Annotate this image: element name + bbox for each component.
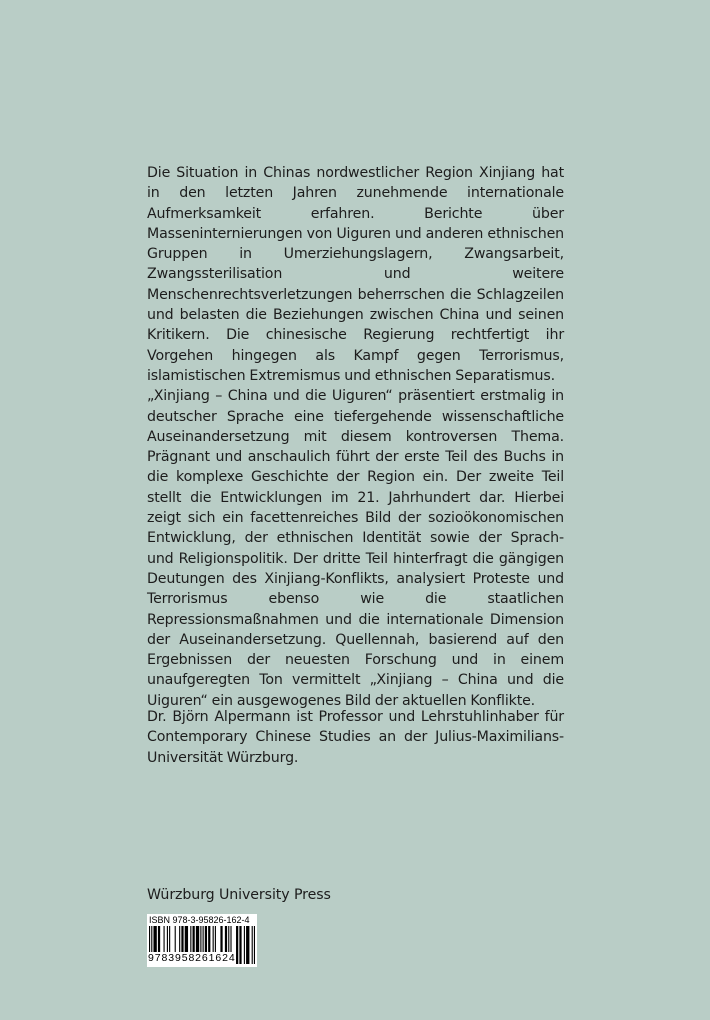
isbn-barcode <box>147 914 257 967</box>
barcode-bar-27 <box>246 926 249 964</box>
barcode-bar-28 <box>252 926 253 964</box>
blurb-paragraph-2: „Xinjiang – China und die Uiguren“ präsentiert erstmalig in deutscher Sprache eine tiefergehende wissenschaftliche Auseinandersetzung mit diesem kontroversen Thema. Prägnant und anschaulich führt der erste Teil des Buchs in die komplexe Geschichte der Region ein. Der zweite Teil stellt die Entwicklungen im 21. Jahrhundert dar. Hierbei zeigt sich ein facettenreiches Bild der sozioökonomischen Entwicklung, der ethnischen Identität sowie der Sprach- und Religionspolitik. Der dritte Teil hinterfragt die gängigen Deutungen des Xinjiang-Konflikts, analysiert Proteste und Terrorismus ebenso wie die staatlichen Repressionsmaßnahmen und die internationale Dimension der Auseinandersetzung. Quellennah, basierend auf den Ergebnissen der neuesten Forschung und in einem unaufgeregten Ton vermittelt „Xinjiang – China und die Uiguren“ ein ausgewogenes Bild der aktuellen Konflikte. <box>147 388 564 709</box>
isbn-label: ISBN 978-3-95826-162-4 <box>149 915 250 925</box>
blurb-paragraph-1: Die Situation in Chinas nordwestlicher Region Xinjiang hat in den letzten Jahren zunehmende internationale Aufmerksamkeit erfahren. Berichte über Masseninternierungen von Uiguren und anderen ethnischen Gruppen in Umerziehungslagern, Zwangsarbeit, Zwangssterilisation und weitere Menschenrechtsverletzungen beherrschen die Schlagzeilen und belasten die Beziehungen zwischen China und seinen Kritikern. Die chinesische Regierung rechtfertigt ihr Vorgehen hingegen als Kampf gegen Terrorismus, islamistischen Extremismus und ethnischen Separatismus. <box>147 165 564 384</box>
author-bio-text: Dr. Björn Alpermann ist Professor und Lehrstuhlinhaber für Contemporary Chinese Studies an der Julius-Maximilians-Universität Würzburg. <box>147 709 564 766</box>
ean-digits: 9783958261624 <box>148 952 236 964</box>
barcode-bar-26 <box>244 926 245 964</box>
barcode-bar-24 <box>236 926 238 964</box>
barcode-bar-29 <box>254 926 255 964</box>
blurb-text <box>147 163 564 711</box>
barcode-bar-25 <box>239 926 241 964</box>
author-bio <box>147 707 564 768</box>
publisher-name: Würzburg University Press <box>147 887 331 903</box>
